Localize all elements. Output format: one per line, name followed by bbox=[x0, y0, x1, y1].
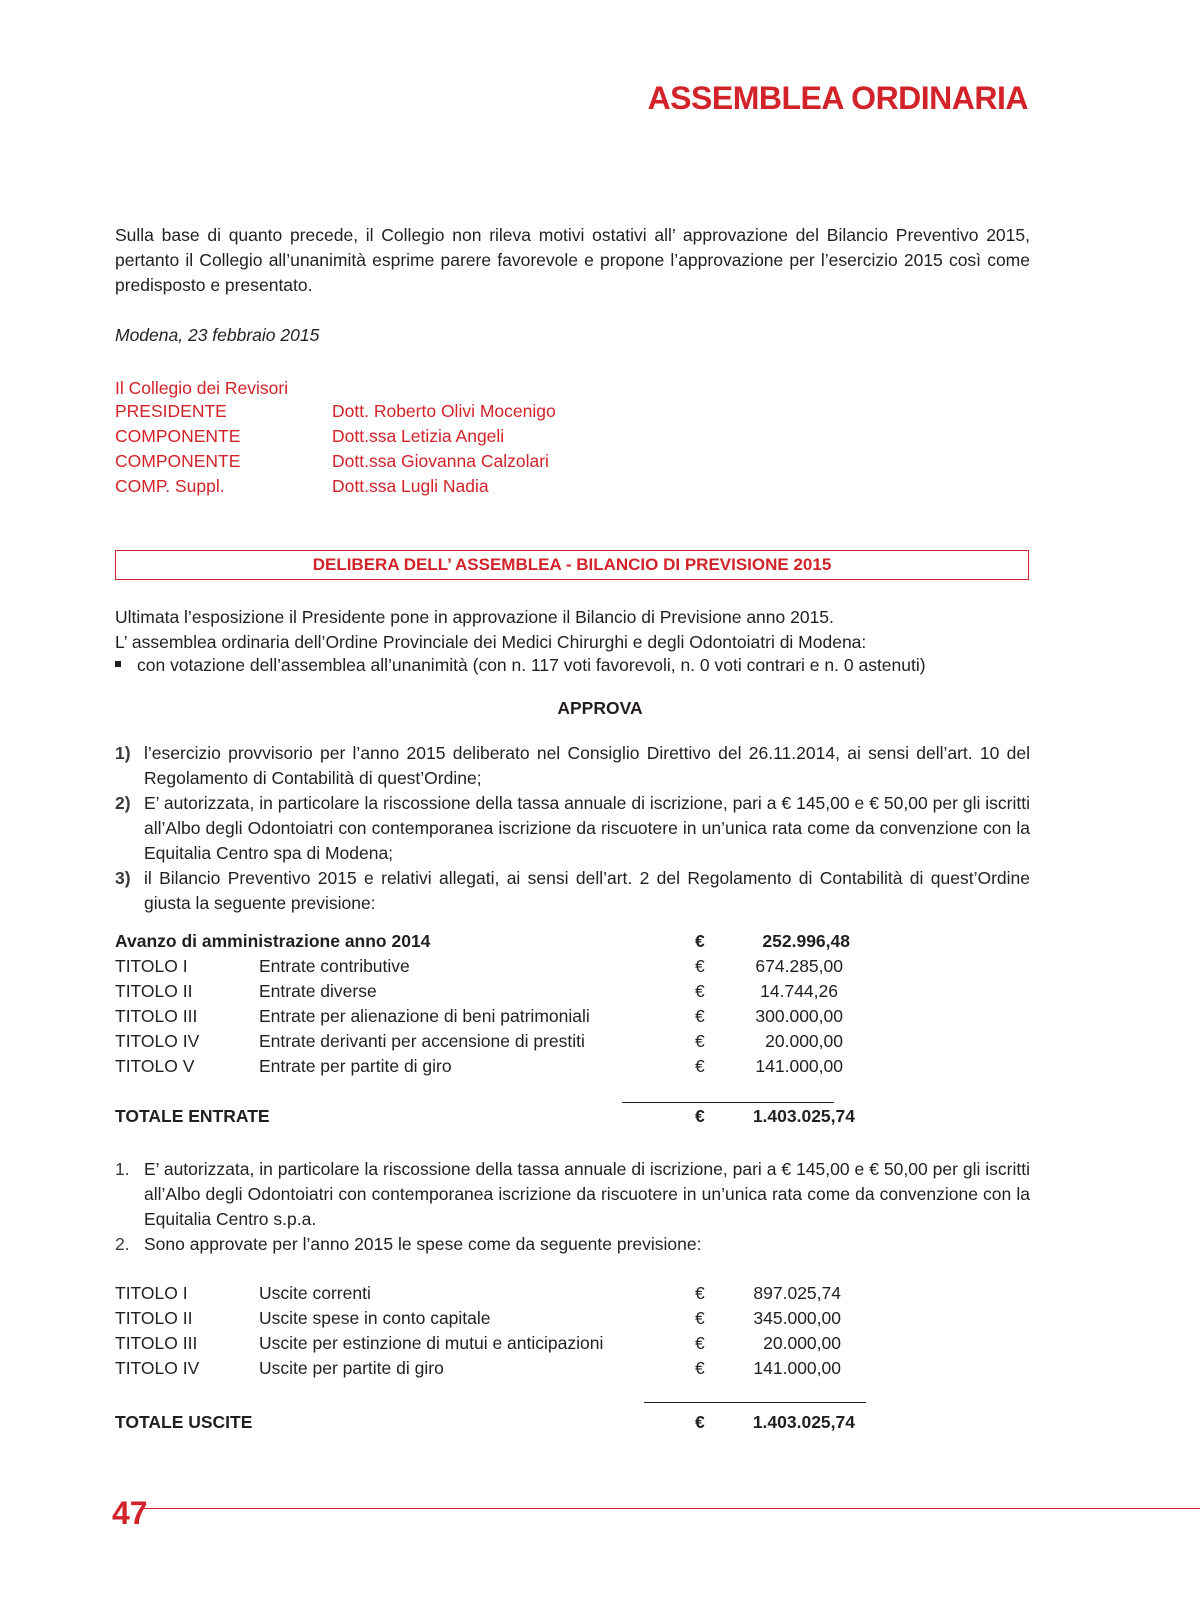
entrate-row bbox=[115, 956, 875, 981]
currency-symbol: € bbox=[695, 931, 705, 951]
uscite-row bbox=[115, 1308, 875, 1333]
amount: 141.000,00 bbox=[755, 1056, 843, 1076]
amount: 14.744,26 bbox=[760, 981, 838, 1001]
currency-symbol: € bbox=[695, 1056, 705, 1076]
currency-symbol: € bbox=[695, 981, 705, 1001]
titolo-label: TITOLO I bbox=[115, 956, 188, 976]
currency-symbol: € bbox=[695, 1283, 705, 1303]
currency-symbol: € bbox=[695, 1358, 705, 1378]
entrate-row bbox=[115, 981, 875, 1006]
entrata-description: Entrate diverse bbox=[259, 981, 377, 1001]
page-number: 47 bbox=[112, 1495, 148, 1531]
currency-symbol: € bbox=[695, 1412, 705, 1432]
amount: 20.000,00 bbox=[763, 1333, 841, 1353]
delibera-intro-line: L’ assemblea ordinaria dell’Ordine Provinciale dei Medici Chirurghi e degli Odontoiatri di Modena: bbox=[115, 632, 867, 652]
delibera-heading: DELIBERA DELL’ ASSEMBLEA - BILANCIO DI PREVISIONE 2015 bbox=[115, 550, 1029, 580]
entrata-description: Entrate per partite di giro bbox=[259, 1056, 452, 1076]
avanzo-row bbox=[115, 931, 875, 956]
uscita-description: Uscite per partite di giro bbox=[259, 1358, 444, 1378]
total-amount: 1.403.025,74 bbox=[752, 1106, 855, 1126]
titolo-label: TITOLO I bbox=[115, 1283, 188, 1303]
amount: 141.000,00 bbox=[753, 1358, 841, 1378]
titolo-label: TITOLO V bbox=[115, 1056, 195, 1076]
total-amount: 1.403.025,74 bbox=[752, 1412, 855, 1432]
item-text: l’esercizio provvisorio per l’anno 2015 deliberato nel Consiglio Direttivo del 26.11.2014, ai sensi dell’art. 10 del Regolamento di Contabilità di quest’Ordine; bbox=[144, 743, 1030, 788]
signatory-name: Dott.ssa Letizia Angeli bbox=[332, 426, 505, 446]
currency-symbol: € bbox=[695, 956, 705, 976]
amount: 897.025,74 bbox=[753, 1283, 841, 1303]
signatory-role: COMPONENTE bbox=[115, 426, 241, 446]
vote-bullet-text: con votazione dell’assemblea all’unanimità (con n. 117 voti favorevoli, n. 0 voti contrari e n. 0 astenuti) bbox=[137, 655, 926, 675]
item-text: E’ autorizzata, in particolare la riscossione della tassa annuale di iscrizione, pari a € 145,00 e € 50,00 per gli iscritti all’Albo degli Odontoiatri con contemporanea iscrizione da riscuotere in un’unica rata come da convenzione con la Equitalia Centro s.p.a. bbox=[144, 1159, 1030, 1229]
amount: 345.000,00 bbox=[753, 1308, 841, 1328]
signatory-name: Dott.ssa Giovanna Calzolari bbox=[332, 451, 549, 471]
approva-heading: APPROVA bbox=[557, 698, 643, 718]
uscite-sum-rule bbox=[644, 1402, 866, 1403]
place-date: Modena, 23 febbraio 2015 bbox=[115, 325, 320, 345]
amount: 252.996,48 bbox=[762, 931, 850, 951]
signatory-name: Dott. Roberto Olivi Mocenigo bbox=[332, 401, 556, 421]
titolo-label: TITOLO III bbox=[115, 1333, 198, 1353]
total-label: TOTALE USCITE bbox=[115, 1412, 253, 1432]
delibera-intro bbox=[115, 605, 1035, 655]
currency-symbol: € bbox=[695, 1006, 705, 1026]
item-number: 1) bbox=[115, 743, 131, 763]
item-text: Sono approvate per l’anno 2015 le spese come da seguente previsione: bbox=[144, 1234, 702, 1254]
item-number: 1. bbox=[115, 1159, 130, 1179]
square-bullet-icon bbox=[115, 661, 121, 667]
uscite-row bbox=[115, 1358, 875, 1383]
amount: 300.000,00 bbox=[755, 1006, 843, 1026]
item-number: 2) bbox=[115, 793, 131, 813]
delibera-intro-line: Ultimata l’esposizione il Presidente pone in approvazione il Bilancio di Previsione anno 2015. bbox=[115, 607, 834, 627]
titolo-label: TITOLO II bbox=[115, 1308, 193, 1328]
amount: 20.000,00 bbox=[765, 1031, 843, 1051]
avanzo-label: Avanzo di amministrazione anno 2014 bbox=[115, 931, 431, 951]
item-text: E’ autorizzata, in particolare la riscossione della tassa annuale di iscrizione, pari a € 145,00 e € 50,00 per gli iscritti all’Albo degli Odontoiatri con contemporanea iscrizione da riscuotere in un’unica rata come da convenzione con la Equitalia Centro spa di Modena; bbox=[144, 793, 1030, 863]
titolo-label: TITOLO IV bbox=[115, 1358, 200, 1378]
entrate-row bbox=[115, 1056, 875, 1081]
footer-rule bbox=[140, 1508, 1200, 1509]
signatory-role: COMPONENTE bbox=[115, 451, 241, 471]
currency-symbol: € bbox=[695, 1031, 705, 1051]
vote-bullet bbox=[115, 655, 926, 676]
entrate-sum-rule bbox=[622, 1102, 834, 1103]
entrata-description: Entrate per alienazione di beni patrimoniali bbox=[259, 1006, 590, 1026]
uscita-description: Uscite correnti bbox=[259, 1283, 371, 1303]
entrate-row bbox=[115, 1031, 875, 1056]
uscite-row bbox=[115, 1333, 875, 1358]
entrata-description: Entrate contributive bbox=[259, 956, 410, 976]
entrata-description: Entrate derivanti per accensione di prestiti bbox=[259, 1031, 585, 1051]
list-item bbox=[115, 1232, 1030, 1257]
intro-paragraph: Sulla base di quanto precede, il Collegio non rileva motivi ostativi all’ approvazione del Bilancio Preventivo 2015, pertanto il Collegio all’unanimità esprime parere favorevole e propone l’approvazione per l’esercizio 2015 così come predisposto e presentato. bbox=[115, 225, 1030, 295]
titolo-label: TITOLO III bbox=[115, 1006, 198, 1026]
currency-symbol: € bbox=[695, 1106, 705, 1126]
approved-item bbox=[115, 741, 1030, 791]
item-number: 2. bbox=[115, 1234, 130, 1254]
item-text: il Bilancio Preventivo 2015 e relativi allegati, ai sensi dell’art. 2 del Regolamento di Contabilità di quest’Ordine giusta la seguente previsione: bbox=[144, 868, 1030, 913]
entrate-row bbox=[115, 1006, 875, 1031]
currency-symbol: € bbox=[695, 1308, 705, 1328]
uscite-row bbox=[115, 1283, 875, 1308]
total-label: TOTALE ENTRATE bbox=[115, 1106, 270, 1126]
currency-symbol: € bbox=[695, 1333, 705, 1353]
uscita-description: Uscite per estinzione di mutui e anticipazioni bbox=[259, 1333, 604, 1353]
approved-item bbox=[115, 791, 1030, 866]
totale-uscite-row bbox=[115, 1412, 875, 1437]
uscita-description: Uscite spese in conto capitale bbox=[259, 1308, 491, 1328]
college-title: Il Collegio dei Revisori bbox=[115, 378, 289, 398]
signatory-name: Dott.ssa Lugli Nadia bbox=[332, 476, 489, 496]
signatory-role: COMP. Suppl. bbox=[115, 476, 225, 496]
titolo-label: TITOLO IV bbox=[115, 1031, 200, 1051]
approved-item bbox=[115, 866, 1030, 916]
signatory-role: PRESIDENTE bbox=[115, 401, 227, 421]
item-number: 3) bbox=[115, 868, 131, 888]
amount: 674.285,00 bbox=[755, 956, 843, 976]
totale-entrate-row bbox=[115, 1106, 875, 1131]
page-title: ASSEMBLEA ORDINARIA bbox=[647, 80, 1028, 116]
list-item bbox=[115, 1157, 1030, 1232]
titolo-label: TITOLO II bbox=[115, 981, 193, 1001]
